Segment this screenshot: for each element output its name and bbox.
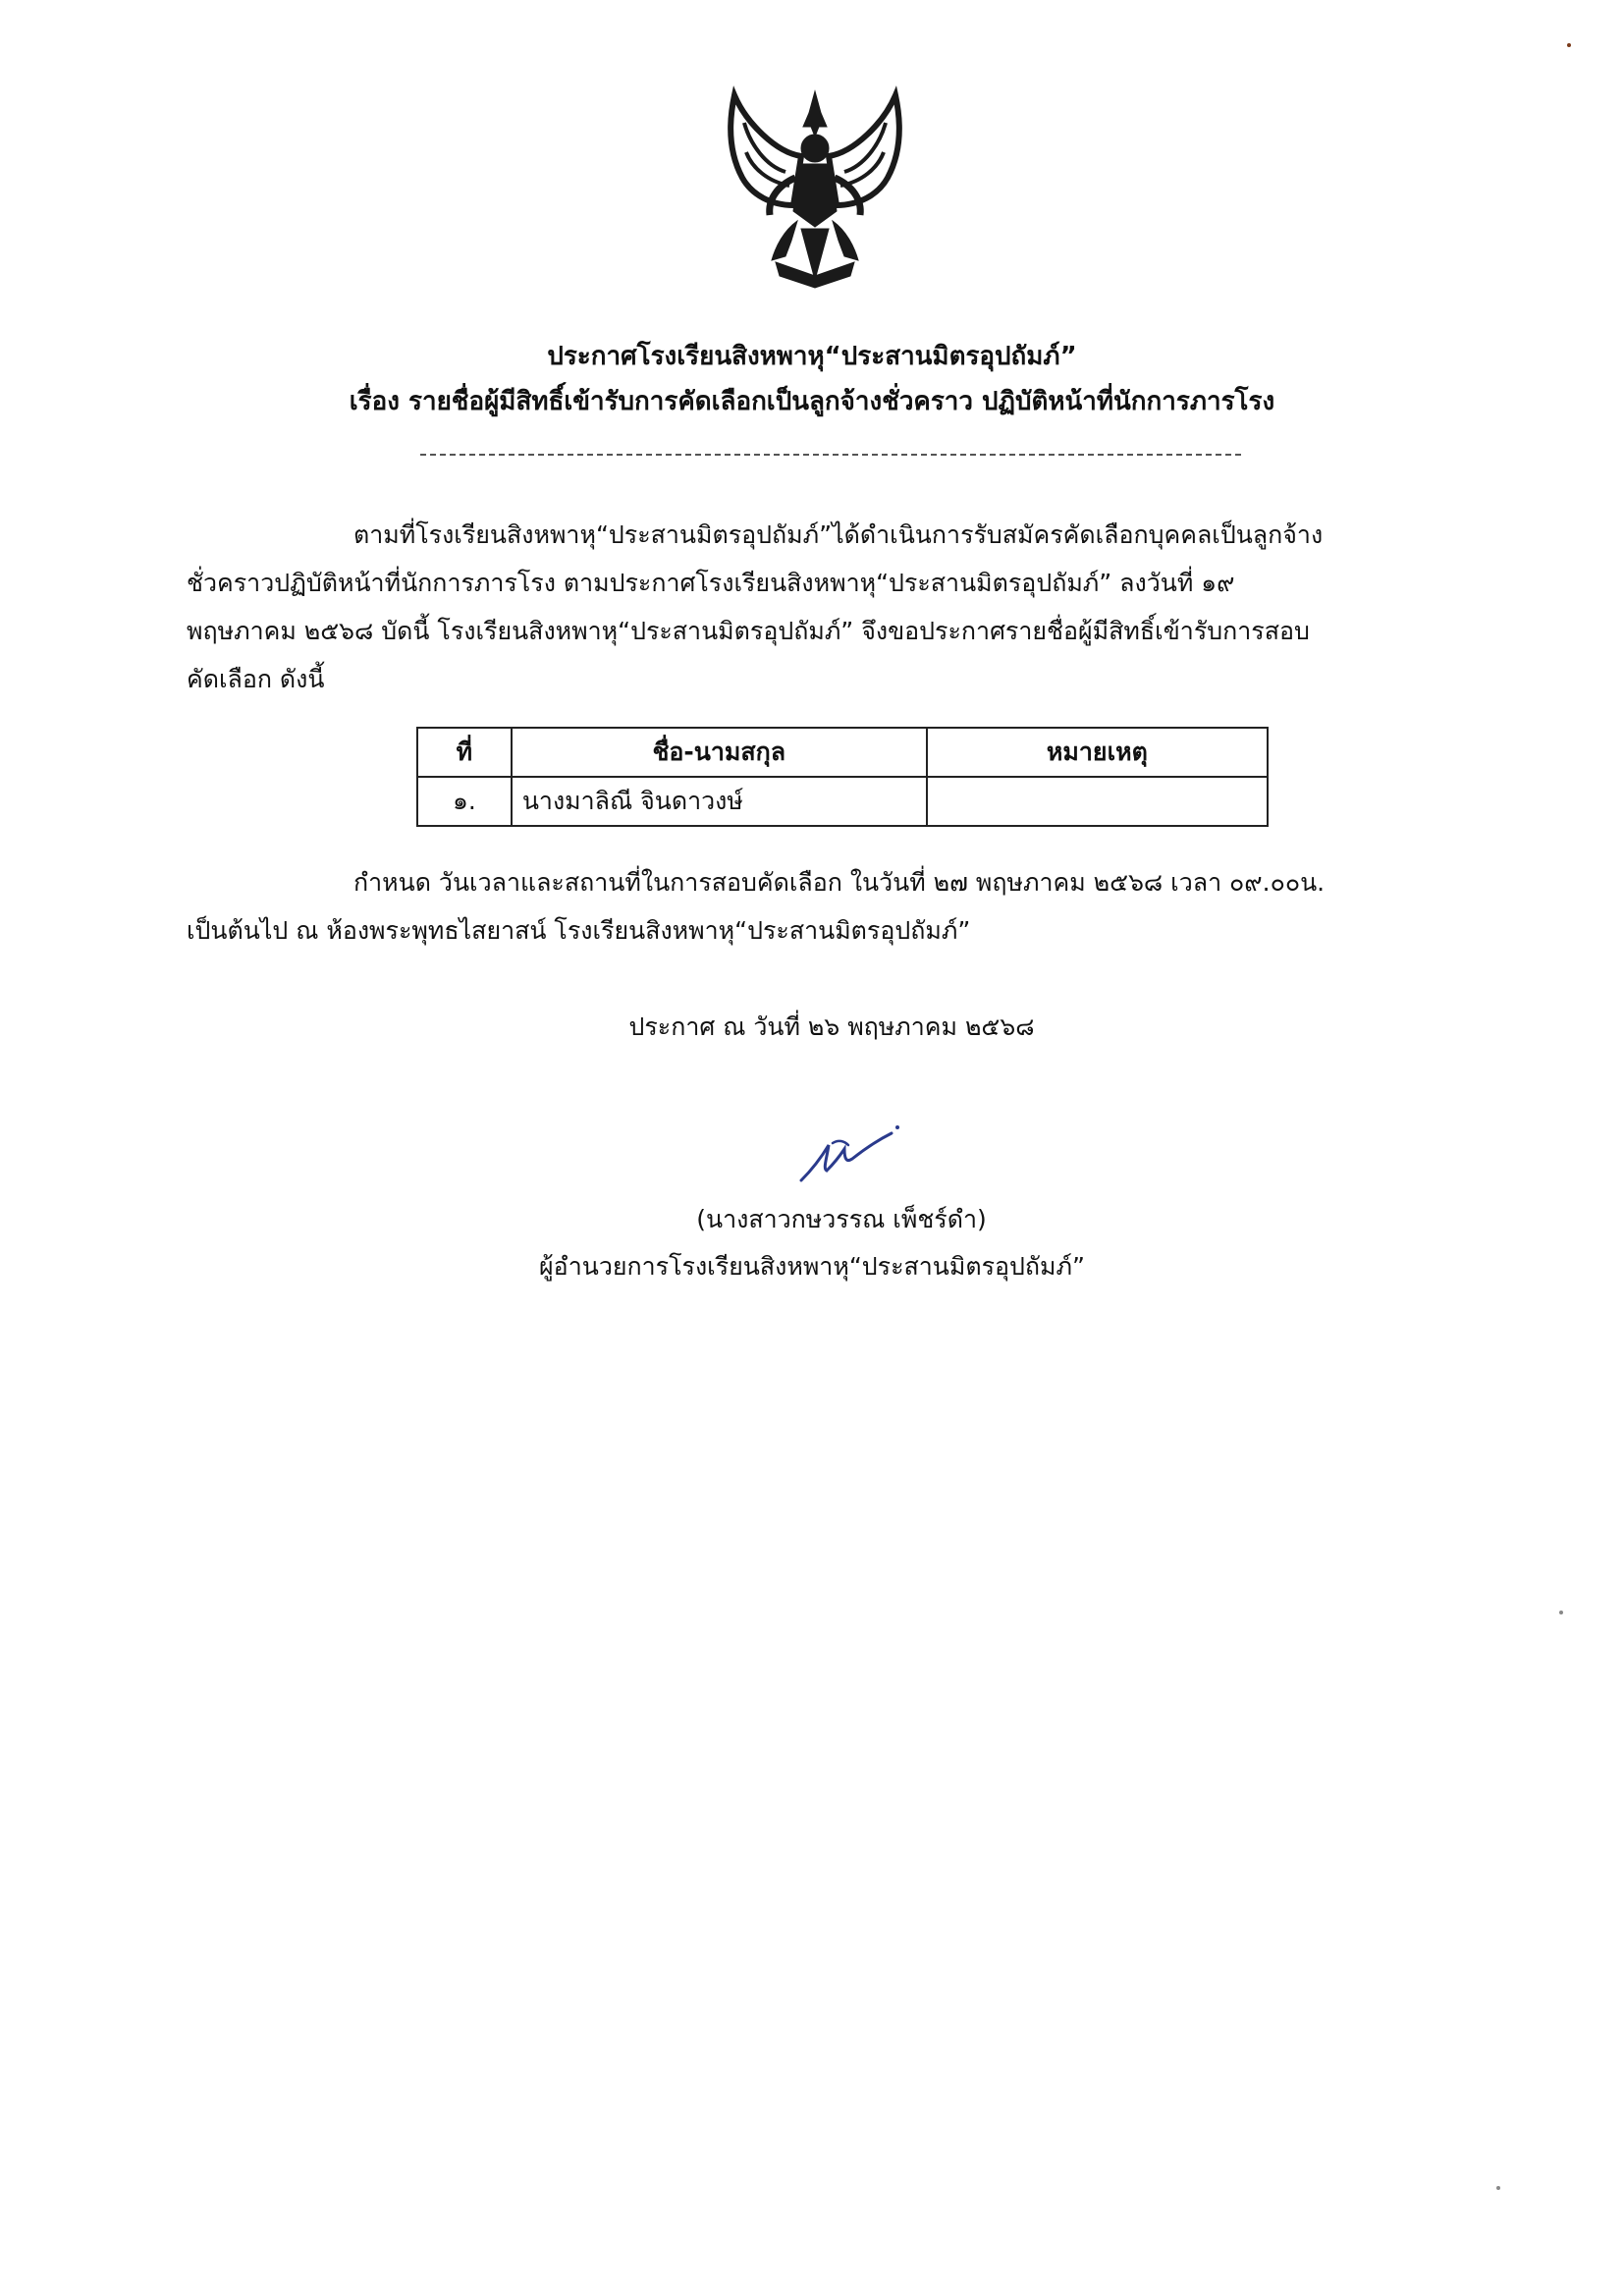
paragraph-line: คัดเลือก ดังนี้ bbox=[187, 665, 325, 693]
table-row bbox=[417, 777, 1268, 826]
column-header-number: ที่ bbox=[417, 728, 512, 777]
garuda-emblem-icon bbox=[707, 83, 923, 295]
signer-name: (นางสาวกษวรรณ เพ็ชร์ดำ) bbox=[696, 1205, 987, 1233]
paragraph-line: กำหนด วันเวลาและสถานที่ในการสอบคัดเลือก ในวันที่ ๒๗ พฤษภาคม ๒๕๖๘ เวลา ๐๙.๐๐น. bbox=[353, 868, 1326, 897]
signer-block bbox=[0, 1196, 1624, 1290]
row-number-cell: ๑. bbox=[417, 777, 512, 826]
title-line-1: ประกาศโรงเรียนสิงหพาหุ“ประสานมิตรอุปถัมภ์” bbox=[547, 342, 1077, 371]
intro-paragraph bbox=[187, 511, 1443, 703]
paragraph-line: ตามที่โรงเรียนสิงหพาหุ“ประสานมิตรอุปถัมภ์”ได้ดำเนินการรับสมัครคัดเลือกบุคคลเป็นลูกจ้าง bbox=[353, 520, 1324, 549]
candidate-table bbox=[416, 727, 1269, 827]
paragraph-line: เป็นต้นไป ณ ห้องพระพุทธไสยาสน์ โรงเรียนสิงหพาหุ“ประสานมิตรอุปถัมภ์” bbox=[187, 916, 971, 945]
paragraph-line: ชั่วคราวปฏิบัติหน้าที่นักการภารโรง ตามประกาศโรงเรียนสิงหพาหุ“ประสานมิตรอุปถัมภ์” ลงวันที่ ๑๙ bbox=[187, 569, 1235, 597]
title-line-2: เรื่อง รายชื่อผู้มีสิทธิ์เข้ารับการคัดเลือกเป็นลูกจ้างชั่วคราว ปฏิบัติหน้าที่นักการภารโรง bbox=[349, 387, 1275, 416]
signature-icon bbox=[793, 1120, 911, 1188]
announcement-title bbox=[0, 334, 1624, 424]
column-header-remark: หมายเหตุ bbox=[927, 728, 1268, 777]
scan-speck bbox=[1496, 2186, 1500, 2190]
row-remark-cell bbox=[927, 777, 1268, 826]
table-header-row bbox=[417, 728, 1268, 777]
scan-speck bbox=[1567, 43, 1571, 47]
announcement-date: ประกาศ ณ วันที่ ๒๖ พฤษภาคม ๒๕๖๘ bbox=[628, 1012, 1035, 1041]
signer-title: ผู้อำนวยการโรงเรียนสิงหพาหุ“ประสานมิตรอุปถัมภ์” bbox=[539, 1252, 1085, 1281]
scan-speck bbox=[1559, 1611, 1563, 1614]
title-divider bbox=[420, 454, 1241, 456]
schedule-paragraph bbox=[187, 858, 1443, 955]
column-header-name: ชื่อ-นามสกุล bbox=[512, 728, 927, 777]
paragraph-line: พฤษภาคม ๒๕๖๘ บัดนี้ โรงเรียนสิงหพาหุ“ประสานมิตรอุปถัมภ์” จึงขอประกาศรายชื่อผู้มีสิทธิ์เข้ารับการสอบ bbox=[187, 617, 1310, 645]
row-name-cell: นางมาลิณี จินดาวงษ์ bbox=[512, 777, 927, 826]
